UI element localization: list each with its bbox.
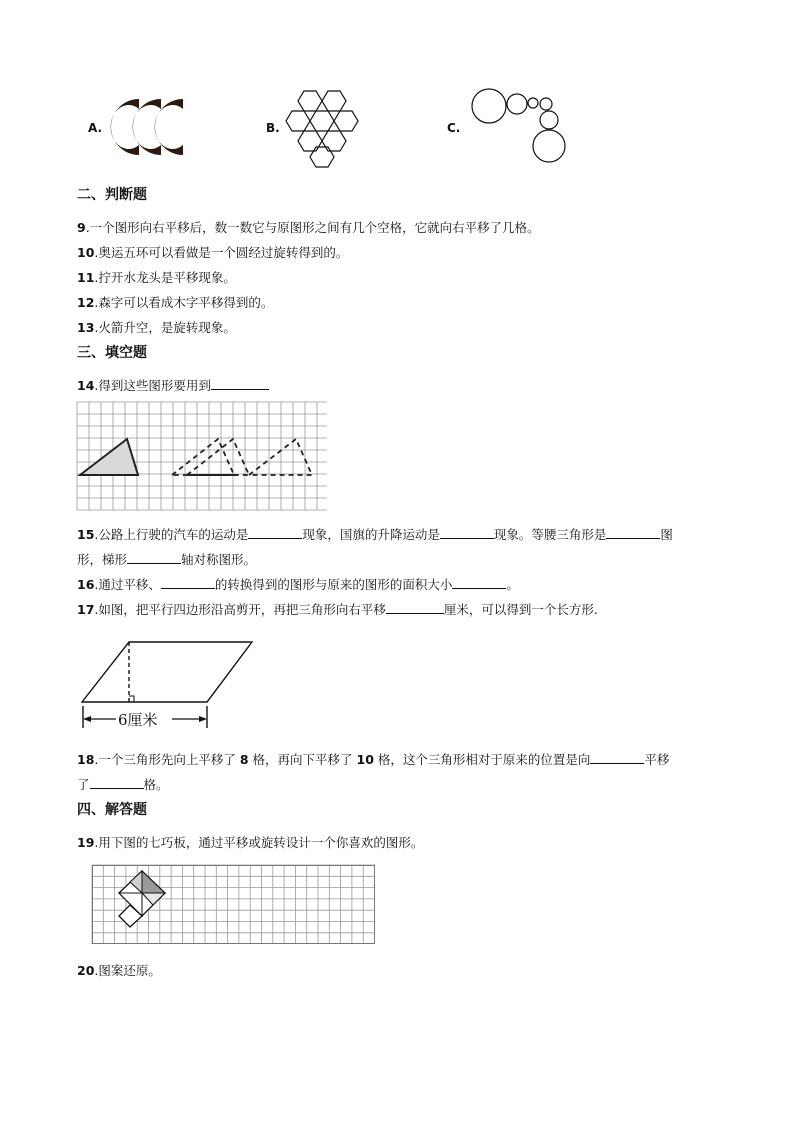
question-text: .通过平移、 <box>94 577 161 592</box>
q14-grid-figure <box>77 402 329 510</box>
question-text: 格。 <box>143 777 169 792</box>
question-text: .用下图的七巧板，通过平移或旋转设计一个你喜欢的图形。 <box>94 835 424 850</box>
option-b-hexagon-figure <box>283 88 365 168</box>
section-judge-title: 二、判断题 <box>77 187 147 203</box>
question-number: 16 <box>77 577 95 592</box>
question-text: 格，再向下平移了 <box>248 752 357 767</box>
question-18-line-2 <box>77 775 169 793</box>
question-number: 20 <box>77 963 95 978</box>
question-text: .奥运五环可以看做是一个圆经过旋转得到的。 <box>94 245 349 260</box>
question-text: .图案还原。 <box>94 963 161 978</box>
question-number: 10 <box>77 245 95 260</box>
question-number: 11 <box>77 270 95 285</box>
question-number: 9 <box>77 220 86 235</box>
question-text: 轴对称图形。 <box>181 552 257 567</box>
question-number-value: 10 <box>356 752 374 767</box>
question-text: 了 <box>77 777 90 792</box>
question-text: 厘米，可以得到一个长方形. <box>443 602 598 617</box>
question-text: 形，梯形 <box>77 552 128 567</box>
answer-blank[interactable] <box>440 526 494 539</box>
question-16 <box>77 575 519 593</box>
question-text: .一个图形向右平移后，数一数它与原图形之间有几个空格，它就向右平移了几格。 <box>85 220 540 235</box>
question-number: 18 <box>77 752 95 767</box>
question-14 <box>77 376 269 394</box>
question-number: 19 <box>77 835 95 850</box>
question-text: .如图，把平行四边形沿高剪开，再把三角形向右平移 <box>94 602 386 617</box>
question-text: .拧开水龙头是平移现象。 <box>94 270 236 285</box>
answer-blank[interactable] <box>211 377 269 390</box>
answer-blank[interactable] <box>452 576 506 589</box>
question-19 <box>77 833 423 851</box>
question-17 <box>77 600 598 618</box>
answer-blank[interactable] <box>248 526 302 539</box>
question-10 <box>77 243 348 261</box>
question-20 <box>77 961 161 979</box>
question-number-value: 8 <box>239 752 249 767</box>
question-11 <box>77 268 236 286</box>
option-a-ccc-figure <box>108 95 188 159</box>
question-text: 平移 <box>644 752 670 767</box>
section-answer-title: 四、解答题 <box>77 802 147 818</box>
question-text: 的转换得到的图形与原来的图形的面积大小 <box>214 577 453 592</box>
question-18 <box>77 750 669 768</box>
option-c-label: C. <box>447 121 461 135</box>
question-13 <box>77 318 236 336</box>
question-15-line-2 <box>77 550 256 568</box>
q17-parallelogram-figure <box>80 640 260 735</box>
answer-blank[interactable] <box>590 751 644 764</box>
answer-blank[interactable] <box>161 576 215 589</box>
question-text: .火箭升空，是旋转现象。 <box>94 320 236 335</box>
question-text: 格，这个三角形相对于原来的位置是向 <box>373 752 591 767</box>
question-text: 图 <box>660 527 673 542</box>
question-text: .公路上行驶的汽车的运动是 <box>94 527 249 542</box>
section-fill-title: 三、填空题 <box>77 345 147 361</box>
question-text: .得到这些图形要用到 <box>94 378 211 393</box>
answer-blank[interactable] <box>90 776 144 789</box>
question-number: 14 <box>77 378 95 393</box>
answer-blank[interactable] <box>386 601 444 614</box>
question-9 <box>77 218 540 236</box>
answer-blank[interactable] <box>127 551 181 564</box>
option-c-circles-figure <box>465 86 575 168</box>
answer-blank[interactable] <box>606 526 660 539</box>
question-text: 。 <box>506 577 519 592</box>
question-text: 现象。等腰三角形是 <box>493 527 607 542</box>
q19-tangram-grid-figure <box>92 865 376 945</box>
q17-dimension-label: 6厘米 <box>118 711 158 729</box>
question-number: 13 <box>77 320 95 335</box>
question-text: 现象，国旗的升降运动是 <box>302 527 440 542</box>
question-12 <box>77 293 273 311</box>
question-number: 15 <box>77 527 95 542</box>
question-text: .森字可以看成木字平移得到的。 <box>94 295 274 310</box>
option-a-label: A. <box>88 121 103 135</box>
question-text: .一个三角形先向上平移了 <box>94 752 240 767</box>
option-b-label: B. <box>266 121 280 135</box>
question-number: 12 <box>77 295 95 310</box>
question-number: 17 <box>77 602 95 617</box>
question-15 <box>77 525 673 543</box>
